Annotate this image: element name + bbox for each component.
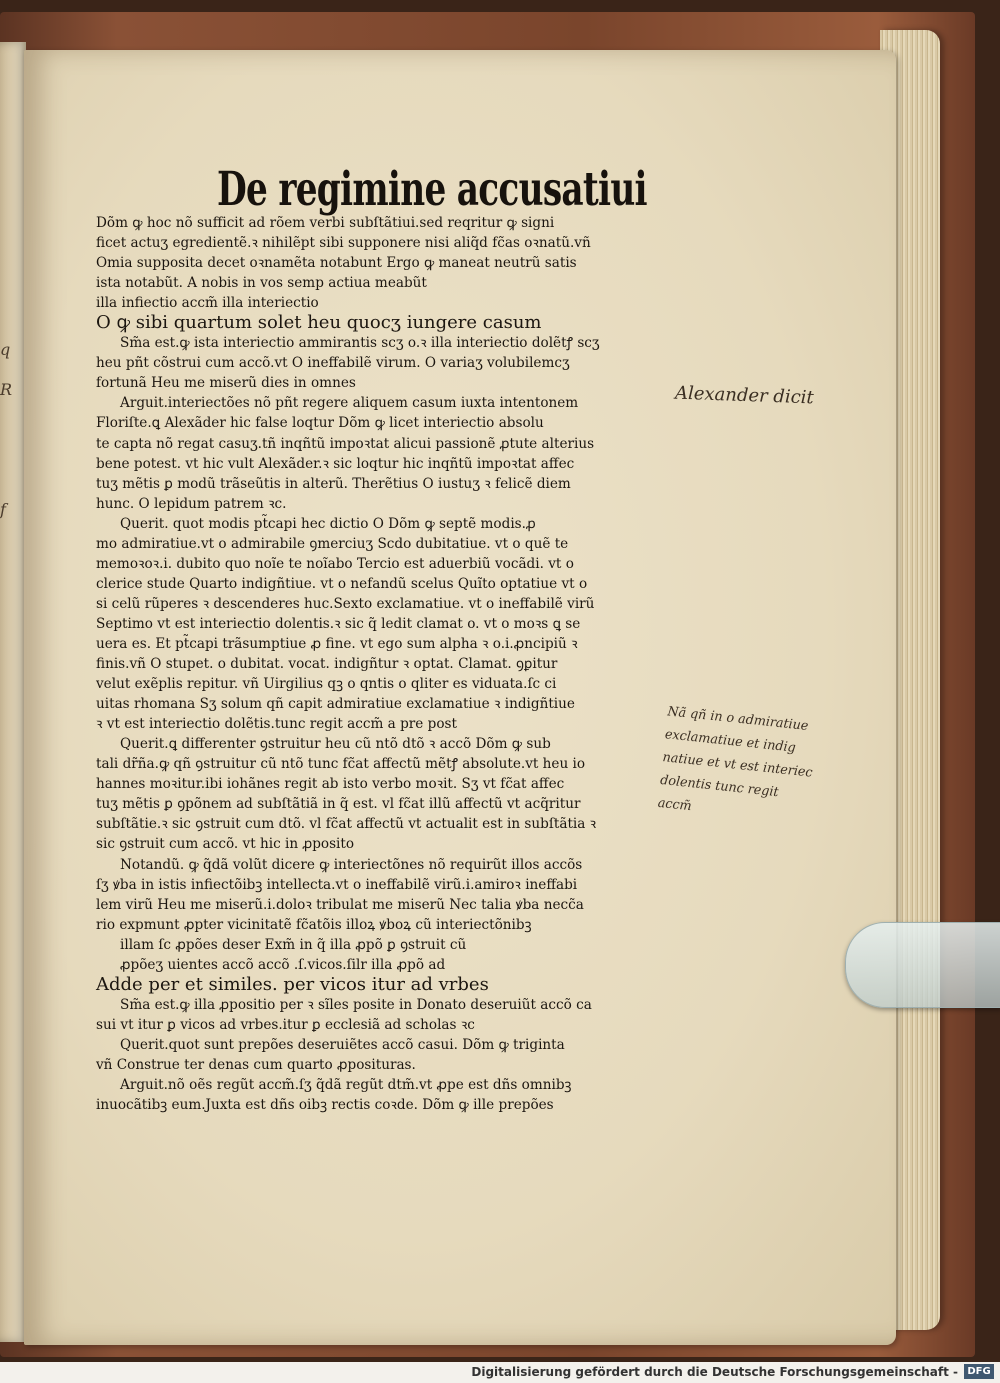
text-line: Querit.quot sunt prepões deseruiẽtes accõ casui. Dõm ꝙ triginta	[120, 1036, 565, 1053]
text-line: memoꝛoꝛ.i. dubito quo noĩe te noĩabo Tercio est aduerbiũ vocãdi. vt o	[96, 555, 574, 572]
marginal-note-line: dolentis tunc regit	[659, 772, 780, 801]
text-line: Arguit.nõ oẽs regũt accm̃.ſʒ q̃dã regũt dtm̃.vt ꝓpe est dñs omnibꝫ	[120, 1077, 572, 1094]
text-line: sic ꝯstruit cum accõ. vt hic in ꝓposito	[96, 836, 355, 853]
text-line: ſʒ ꝟba in istis infiectõibꝫ intellecta.vt o ineffabilẽ virũ.i.amiroꝛ ineffabi	[96, 876, 578, 893]
text-line: hunc. O lepidum patrem ꝛc.	[96, 495, 287, 512]
text-line: Querit. quot modis pt̃capi hec dictio O Dõm ꝙ septẽ modis.ꝓ	[120, 515, 536, 532]
text-line: te capta nõ regat casuʒ.tñ inqñtũ impoꝛtat alicui passionẽ ꝓtute alterius	[96, 435, 595, 452]
text-line: heu pñt cõstrui cum accõ.vt O ineffabilẽ virum. O variaʒ volubilemcʒ	[96, 355, 570, 372]
text-line: mo admiratiue.vt o admirabile ꝯmerciuʒ Scdo dubitatiue. vt o quẽ te	[96, 535, 569, 552]
bookmark-clip	[845, 922, 1000, 1008]
text-line: Dõm ꝙ hoc nõ sufficit ad rõem verbi subſtãtiui.sed reqritur ꝙ signi	[96, 215, 555, 231]
text-line: Septimo vt est interiectio dolentis.ꝛ sic q̃ ledit clamat o. vt o moꝛs ꝗ se	[96, 615, 581, 632]
digitization-credit: Digitalisierung gefördert durch die Deutsche Forschungsgemeinschaft -	[471, 1365, 958, 1379]
text-line: tuʒ mẽtis ꝑ ꝯpõnem ad subſtãtiã in q̃ est. vl fc̃at illũ affectũ vt acq̃ritur	[96, 796, 581, 813]
text-line: sui vt itur ꝑ vicos ad vrbes.itur ꝑ ecclesiã ad scholas ꝛc	[96, 1016, 475, 1033]
marginal-note-line: exclamatiue et indig	[664, 727, 797, 756]
body-text	[96, 213, 676, 1115]
text-line: ꝓpõeʒ uientes accõ accõ .ſ.vicos.ſilr illa ꝓpõ ad	[120, 956, 446, 973]
text-line: uera es. Et pt̃capi trãsumptiue ꝓ fine. vt ego sum alpha ꝛ o.i.ꝓncipiũ ꝛ	[96, 635, 578, 652]
text-line: vñ Construe ter denas cum quarto ꝓposituras.	[96, 1056, 416, 1073]
text-line: tali dr̃ña.ꝙ qñ ꝯstruitur cũ ntõ tunc fc̃at affectũ mẽtꝭ absolute.vt heu io	[96, 756, 586, 773]
text-line: O ꝙ sibi quartum solet heu quocʒ iungere casum	[96, 312, 542, 334]
text-line: Notandũ. ꝙ q̃dã volũt dicere ꝙ interiectõnes nõ requirũt illos accõs	[120, 856, 583, 873]
text-line: subſtãtie.ꝛ sic ꝯstruit cum dtõ. vl fc̃at affectũ vt actualit est in subſtãtia ꝛ	[96, 816, 597, 833]
left-marginal-char: f	[0, 500, 6, 519]
text-line: Omia supposita decet oꝛnamẽta notabunt Ergo ꝙ maneat neutrũ satis	[96, 255, 577, 272]
marginal-note: Alexander dicit	[674, 382, 815, 409]
marginal-note-line: Nã qñ in o admiratiue	[666, 704, 809, 734]
text-line: bene potest. vt hic vult Alexãder.ꝛ sic loqtur hic inqñtũ impoꝛtat affec	[96, 455, 575, 472]
text-line: Floriſte.ꝗ Alexãder hic false loqtur Dõm ꝙ licet interiectio absolu	[96, 415, 544, 432]
text-line: clerice stude Quarto indigñtiue. vt o nefandũ scelus Quĩto optatiue vt o	[96, 575, 588, 592]
dfg-logo: DFG	[964, 1364, 994, 1379]
text-line: rio expmunt ꝓpter vicinitatẽ fc̃atõis illoꝝ ꝟboꝝ cũ interiectõnibꝫ	[96, 916, 532, 933]
left-page-edge	[0, 42, 26, 1342]
text-line: ficet actuʒ egredientẽ.ꝛ nihilẽpt sibi supponere nisi aliq̃d fc̃as oꝛnatũ.vñ	[96, 235, 591, 252]
left-marginal-char: q	[0, 340, 11, 359]
text-line: ista notabũt. A nobis in vos semp actiua meabũt	[96, 275, 427, 292]
text-line: ꝛ vt est interiectio dolẽtis.tunc regit accm̃ a pre post	[96, 716, 457, 733]
marginal-note-line: accm̃	[657, 795, 693, 815]
marginal-note-line: natiue et vt est interiec	[661, 750, 814, 781]
left-marginal-char: R	[0, 380, 13, 399]
text-line: tuʒ mẽtis ꝑ modũ trãseũtis in alterũ. Therẽtius O iustuʒ ꝛ felicẽ diem	[96, 475, 571, 492]
marginal-note-block	[657, 700, 898, 838]
text-line: inuocãtibꝫ eum.Juxta est dñs oibꝫ rectis coꝛde. Dõm ꝙ ille prepões	[96, 1097, 554, 1114]
text-line: si celũ rũperes ꝛ descenderes huc.Sexto exclamatiue. vt o ineffabilẽ virũ	[96, 595, 595, 612]
text-line: finis.vñ O stupet. o dubitat. vocat. indigñtur ꝛ optat. Clamat. ꝯꝑitur	[96, 656, 558, 673]
page-title: De regimine accusatiui	[217, 162, 647, 217]
text-line: hannes moꝛitur.ibi iohãnes regit ab isto verbo moꝛit. Sʒ vt fc̃at affec	[96, 776, 565, 793]
text-line: uitas rhomana Sʒ solum qñ capit admiratiue exclamatiue ꝛ indigñtiue	[96, 696, 575, 713]
text-line: velut exẽplis repitur. vñ Uirgilius qꝫ o qntis o qliter es viduata.ſc ci	[96, 676, 557, 693]
text-line: fortunã Heu me miserũ dies in omnes	[96, 375, 356, 392]
text-line: Arguit.interiectões nõ pñt regere aliquem casum iuxta intentonem	[120, 395, 579, 412]
text-line: illam ſc ꝓpões deser Exm̃ in q̃ illa ꝓpõ ꝑ ꝯstruit cũ	[120, 936, 467, 953]
text-line: Sm̃a est.ꝙ ista interiectio ammirantis scʒ o.ꝛ illa interiectio dolẽtꝭ scʒ	[120, 335, 600, 352]
text-line: Sm̃a est.ꝙ illa ꝓpositio per ꝛ sĩles posite in Donato deseruiũt accõ ca	[120, 996, 592, 1013]
footer-bar	[0, 1362, 1000, 1383]
text-line: Querit.ꝗ differenter ꝯstruitur heu cũ ntõ dtõ ꝛ accõ Dõm ꝙ sub	[120, 736, 551, 753]
left-page-marginalia	[0, 330, 24, 530]
text-line: illa infiectio accm̃ illa interiectio	[96, 295, 319, 312]
text-line: Adde per et similes. per vicos itur ad vrbes	[96, 973, 489, 995]
text-line: lem virũ Heu me miserũ.i.doloꝛ tribulat me miserũ Nec talia ꝟba necc̃a	[96, 896, 584, 913]
